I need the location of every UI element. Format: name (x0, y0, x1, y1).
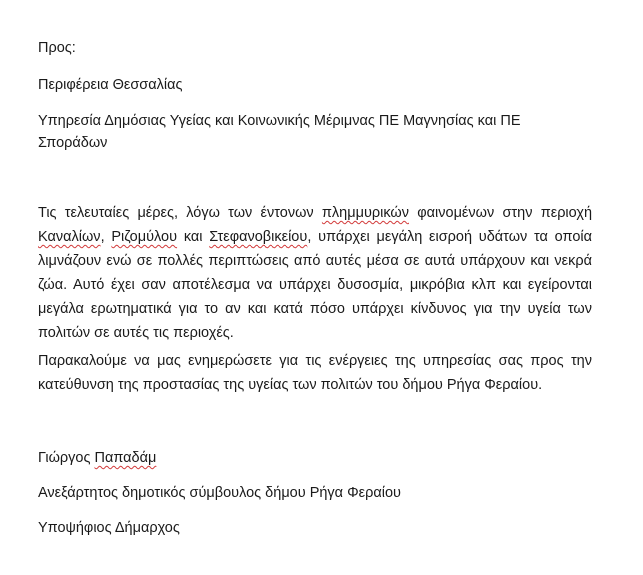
signature-first-name: Γιώργος (38, 450, 95, 466)
spellcheck-word: Καναλίων (38, 229, 101, 245)
body-paragraph-1-row-2 (38, 225, 592, 249)
text-run: Τις τελευταίες μέρες, λόγω των έντονων (38, 205, 322, 221)
body-paragraph-2-row-1: Παρακαλούμε να μας ενημερώσετε για τις ενέργειες της υπηρεσίας σας προς την (38, 353, 592, 369)
body-paragraph-2-row-2: κατεύθυνση της προστασίας της υγείας των πολιτών του δήμου Ρήγα Φεραίου. (38, 377, 543, 393)
body-paragraph-1-row-5: μεγάλα ερωτηματικά για το αν και κατά πόσο υπάρχει κίνδυνος για την υγεία των (38, 301, 592, 317)
signature-name (38, 448, 156, 468)
body-paragraph-1-row-1 (38, 201, 592, 225)
text-run: , (100, 229, 112, 245)
signature-candidacy: Υποψήφιος Δήμαρχος (38, 520, 180, 536)
spellcheck-word: πλημμυρικών (321, 205, 409, 221)
text-run: , υπάρχει μεγάλη εισροή υδάτων τα οποία (307, 229, 593, 245)
spellcheck-word: Ριζομύλου (111, 229, 178, 245)
body-paragraph-1-row-6: πολιτών σε αυτές τις περιοχές. (38, 325, 234, 341)
body-paragraph-1-row-3: λιμνάζουν ενώ σε πολλές περιπτώσεις από αυτές μέσα σε αυτά υπάρχουν και νεκρά (38, 253, 592, 269)
text-run: και (177, 229, 210, 245)
spellcheck-word: Στεφανοβικείου (209, 229, 308, 245)
salutation: Προς: (38, 40, 76, 56)
recipient-region: Περιφέρεια Θεσσαλίας (38, 77, 183, 93)
recipient-service-line2: Σποράδων (38, 135, 108, 151)
body-paragraph-2 (38, 349, 592, 397)
text-run: φαινομένων στην περιοχή (409, 205, 593, 221)
signature-title: Ανεξάρτητος δημοτικός σύμβουλος δήμου Ρήγα Φεραίου (38, 485, 401, 501)
recipient-service-line1: Υπηρεσία Δημόσιας Υγείας και Κοινωνικής Μέριμνας ΠΕ Μαγνησίας και ΠΕ (38, 113, 521, 129)
body-paragraph-1 (38, 201, 592, 345)
signature-last-name: Παπαδάμ (94, 450, 157, 466)
body-paragraph-1-row-4: ζώα. Αυτό έχει σαν αποτέλεσμα να υπάρχει δυσοσμία, μικρόβια κλπ και εγείρονται (38, 277, 592, 293)
